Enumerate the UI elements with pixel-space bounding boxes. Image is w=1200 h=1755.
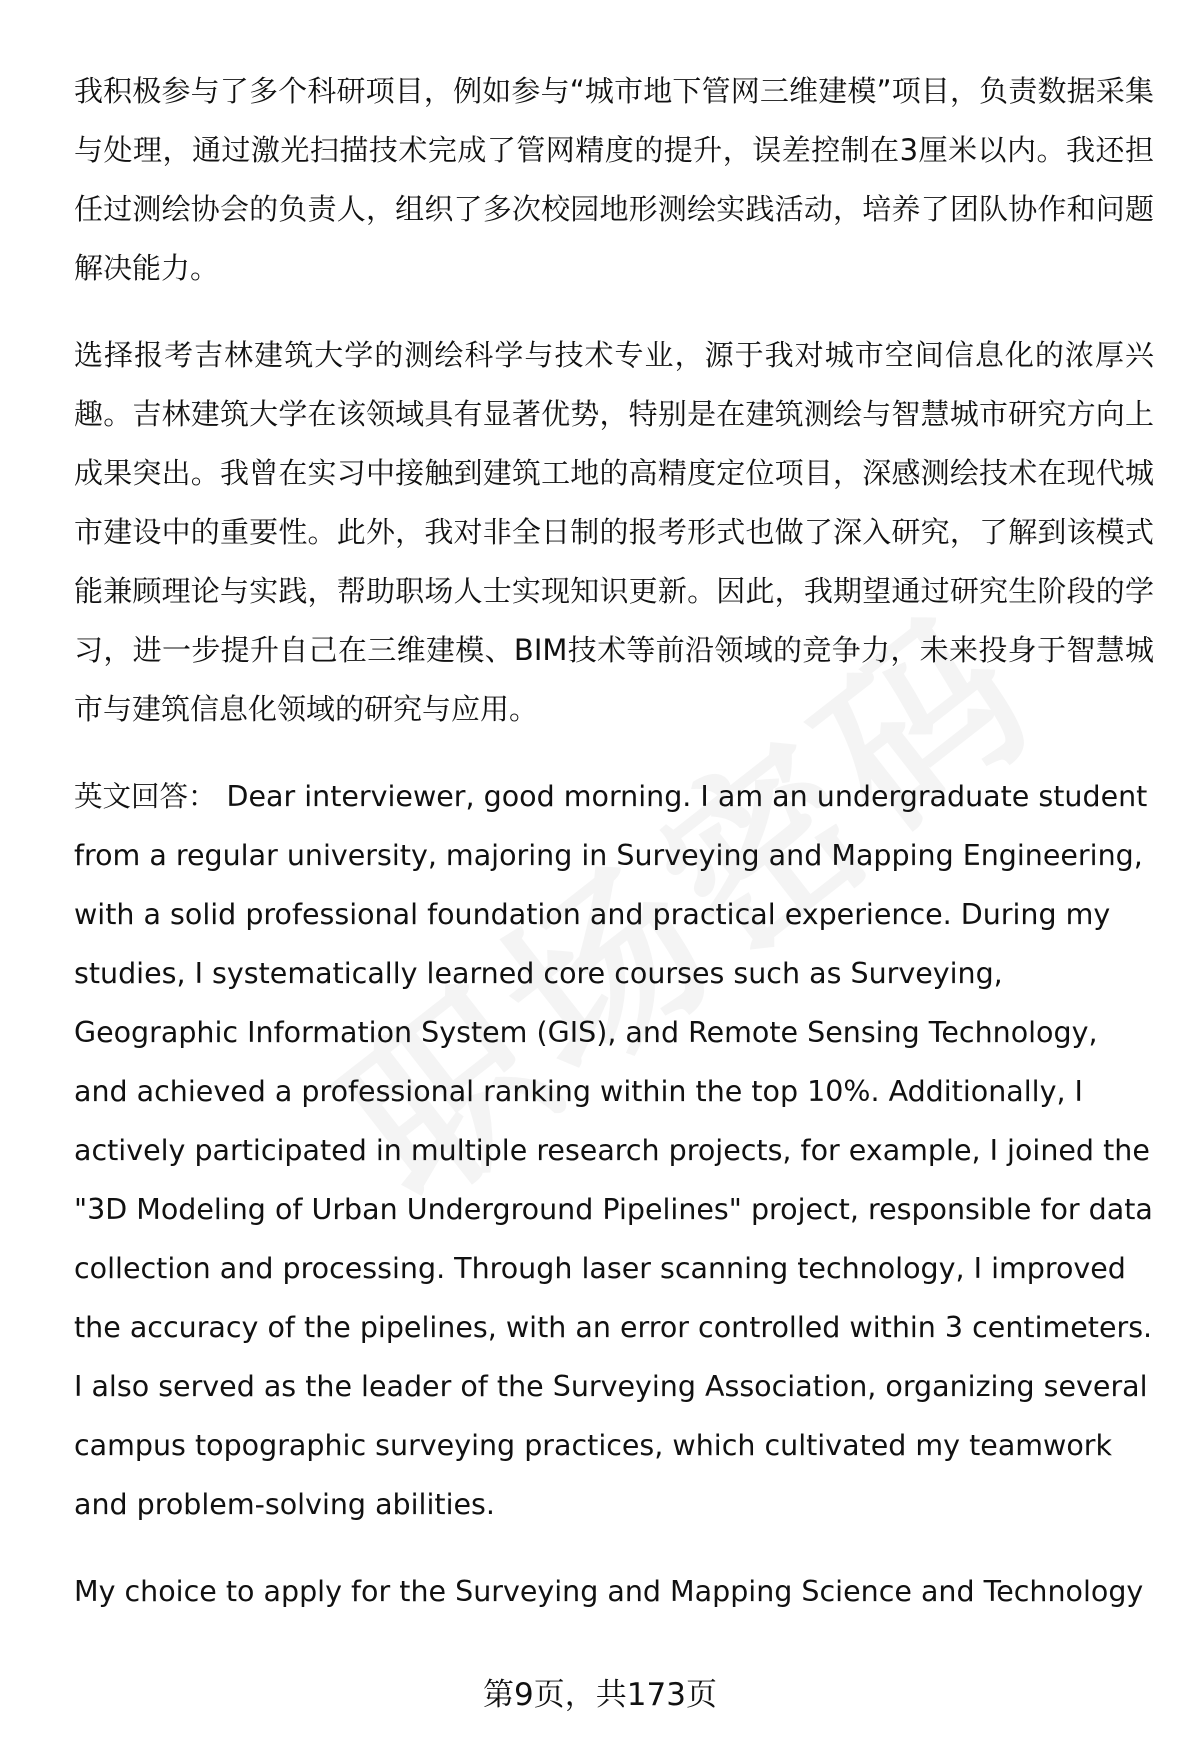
- paragraph-application-motivation: 选择报考吉林建筑大学的测绘科学与技术专业，源于我对城市空间信息化的浓厚兴趣。吉林建筑大学在该领域具有显著优势，特别是在建筑测绘与智慧城市研究方向上成果突出。我曾在实习中接触到建筑工地的高精度定位项目，深感测绘技术在现代城市建设中的重要性。此外，我对非全日制的报考形式也做了深入研究，了解到该模式能兼顾理论与实践，帮助职场人士实现知识更新。因此，我期望通过研究生阶段的学习，进一步提升自己在三维建模、BIM技术等前沿领域的竞争力，未来投身于智慧城市与建筑信息化领域的研究与应用。: [74, 338, 1154, 726]
- document-body: [74, 62, 1154, 1649]
- paragraph-english-choice: My choice to apply for the Surveying and Mapping Science and Technology: [74, 1575, 1144, 1608]
- paragraph-research-experience: 我积极参与了多个科研项目，例如参与“城市地下管网三维建模”项目，负责数据采集与处理，通过激光扫描技术完成了管网精度的提升，误差控制在3厘米以内。我还担任过测绘协会的负责人，组织了多次校园地形测绘实践活动，培养了团队协作和问题解决能力。: [74, 74, 1154, 285]
- english-answer-label: 英文回答：: [74, 780, 217, 813]
- english-answer-text: Dear interviewer, good morning. I am an undergraduate student from a regular university, majoring in Surveying and Mapping Engineering, with a solid professional foundation and practical experience. During my studies, I systematically learned core courses such as Surveying, Geographic Information System (GIS), and Remote Sensing Technology, and achieved a professional ranking within the top 10%. Additionally, I actively participated in multiple research projects, for example, I joined the "3D Modeling of Urban Underground Pipelines" project, responsible for data collection and processing. Through laser scanning technology, I improved the accuracy of the pipelines, with an error controlled within 3 centimeters. I also served as the leader of the Surveying Association, organizing several campus topographic surveying practices, which cultivated my teamwork and problem-solving abilities.: [74, 780, 1153, 1521]
- paragraph-english-answer: [74, 767, 1154, 1534]
- page-number-footer: 第9页，共173页: [483, 1677, 717, 1713]
